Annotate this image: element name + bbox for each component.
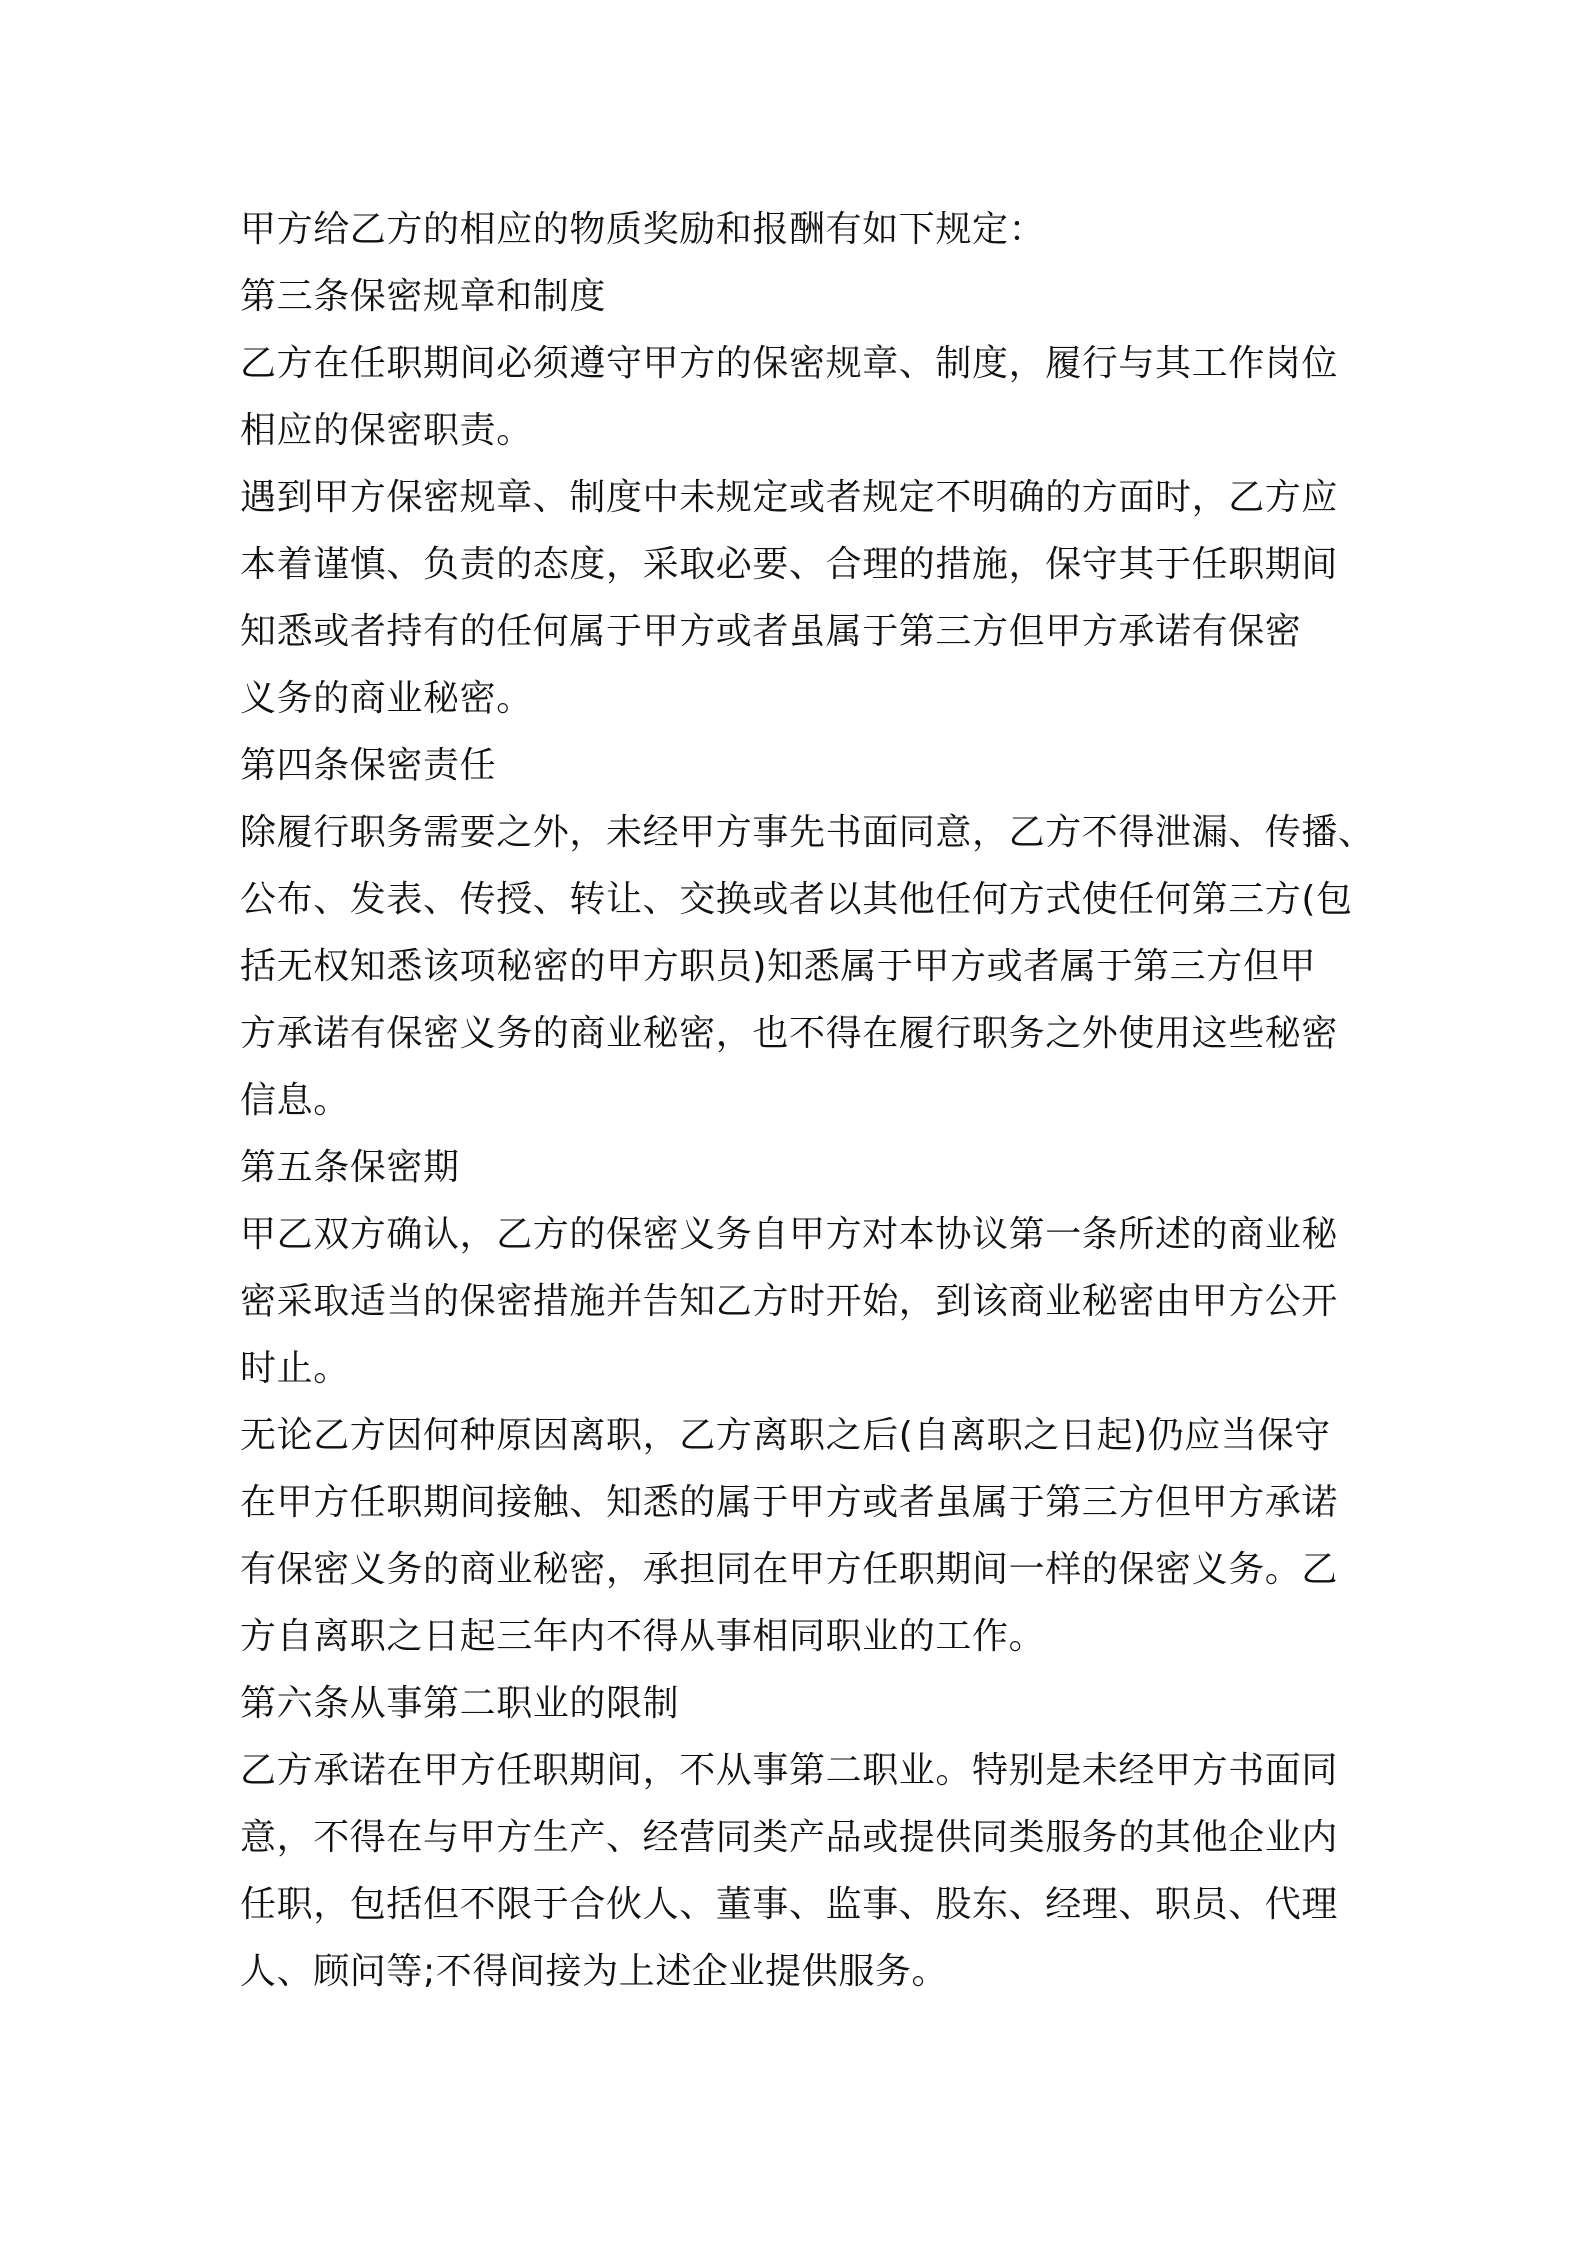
text-line: 人、顾问等;不得间接为上述企业提供服务。: [240, 1951, 949, 1992]
text-line: 遇到甲方保密规章、制度中未规定或者规定不明确的方面时，乙方应: [240, 477, 1339, 518]
text-line: 无论乙方因何种原因离职，乙方离职之后(自离职之日起)仍应当保守: [240, 1415, 1331, 1456]
section-heading: 第三条保密规章和制度: [240, 276, 607, 317]
section-heading: 第六条从事第二职业的限制: [240, 1683, 680, 1724]
text-line: 乙方承诺在甲方任职期间，不从事第二职业。特别是未经甲方书面同: [240, 1750, 1339, 1791]
text-line: 信息。: [240, 1080, 350, 1121]
text-line: 公布、发表、传授、转让、交换或者以其他任何方式使任何第三方(包: [240, 879, 1353, 920]
text-line: 意，不得在与甲方生产、经营同类产品或提供同类服务的其他企业内: [240, 1817, 1339, 1858]
text-line: 时止。: [240, 1348, 350, 1389]
text-line: 在甲方任职期间接触、知悉的属于甲方或者虽属于第三方但甲方承诺: [240, 1482, 1339, 1523]
text-line: 除履行职务需要之外，未经甲方事先书面同意，乙方不得泄漏、传播、: [240, 812, 1375, 853]
section-heading: 第四条保密责任: [240, 745, 497, 786]
text-line: 密采取适当的保密措施并告知乙方时开始，到该商业秘密由甲方公开: [240, 1281, 1339, 1322]
text-line: 任职，包括但不限于合伙人、董事、监事、股东、经理、职员、代理: [240, 1884, 1339, 1925]
text-line: 知悉或者持有的任何属于甲方或者虽属于第三方但甲方承诺有保密: [240, 611, 1302, 652]
text-line: 有保密义务的商业秘密，承担同在甲方任职期间一样的保密义务。乙: [240, 1549, 1339, 1590]
text-line: 相应的保密职责。: [240, 410, 533, 451]
text-line: 方承诺有保密义务的商业秘密，也不得在履行职务之外使用这些秘密: [240, 1013, 1339, 1054]
text-line: 甲方给乙方的相应的物质奖励和报酬有如下规定：: [240, 209, 1046, 250]
document-body: [240, 196, 1375, 2005]
text-line: 义务的商业秘密。: [240, 678, 533, 719]
text-line: 乙方在任职期间必须遵守甲方的保密规章、制度，履行与其工作岗位: [240, 343, 1339, 384]
text-line: 方自离职之日起三年内不得从事相同职业的工作。: [240, 1616, 1046, 1657]
text-line: 甲乙双方确认，乙方的保密义务自甲方对本协议第一条所述的商业秘: [240, 1214, 1339, 1255]
text-line: 括无权知悉该项秘密的甲方职员)知悉属于甲方或者属于第三方但甲: [240, 946, 1317, 987]
text-line: 本着谨慎、负责的态度，采取必要、合理的措施，保守其于任职期间: [240, 544, 1339, 585]
section-heading: 第五条保密期: [240, 1147, 460, 1188]
